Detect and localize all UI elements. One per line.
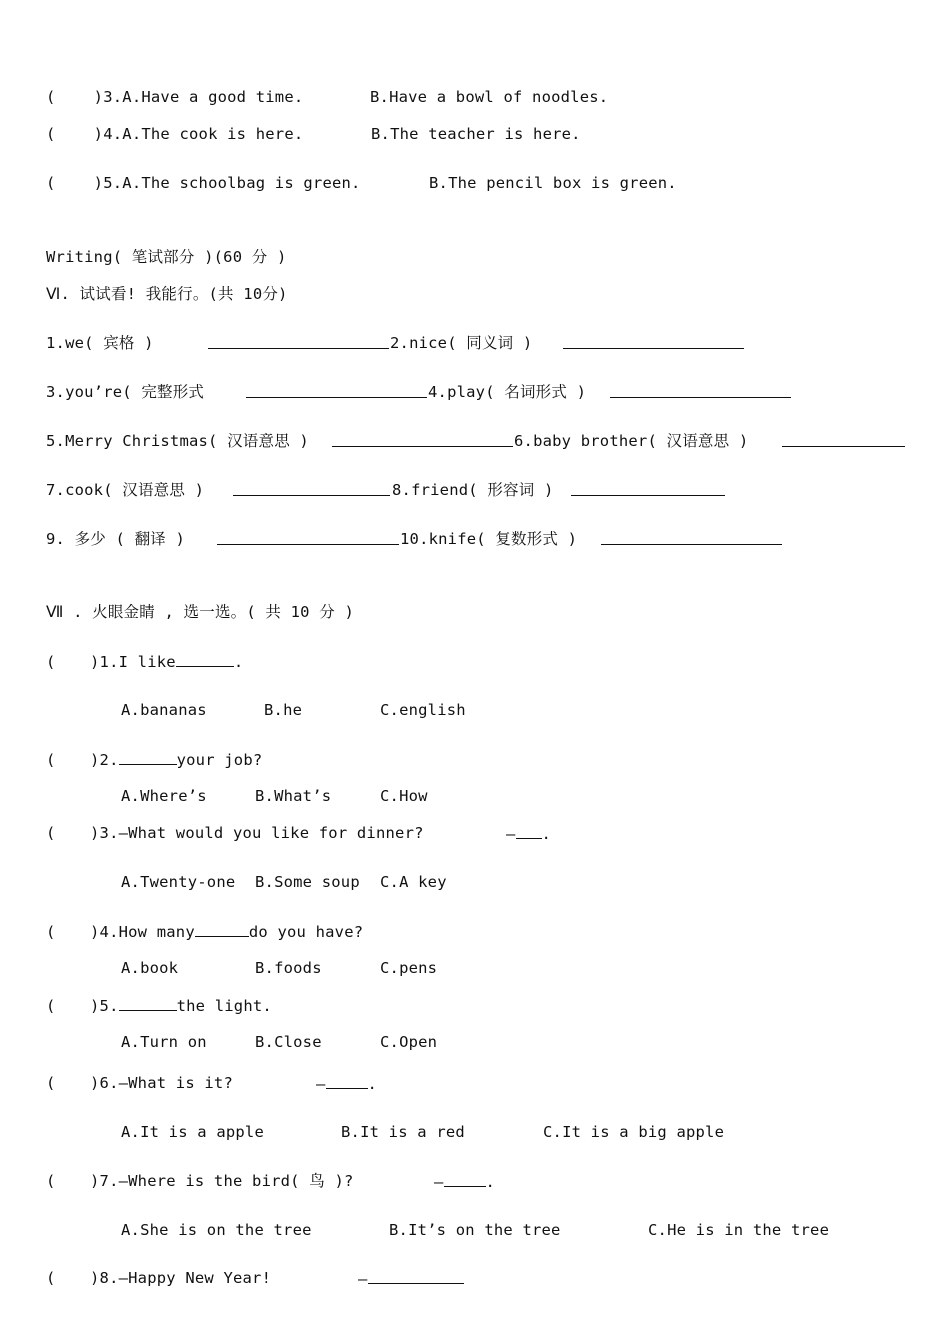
vocab-blank-9[interactable] [217,528,399,551]
answer-blank[interactable] [444,1170,486,1187]
mc-option-a: A.Turn on [121,1033,207,1051]
section6-title: Ⅵ. 试试看! 我能行。(共 10分) [46,285,288,303]
answer-blank[interactable] [176,650,234,667]
mc-reply-8: — [358,1267,464,1290]
vocab-blank-7[interactable] [233,479,390,502]
mc-option-c: C.A key [380,873,447,891]
answer-paren[interactable]: ( [46,88,94,106]
section7-title: Ⅶ . 火眼金睛 , 选一选。( 共 10 分 ) [46,603,354,621]
mc-reply-3: — . [506,822,551,845]
answer-blank[interactable] [368,1267,464,1284]
answer-paren[interactable]: ( [46,653,56,671]
option-a: A.The schoolbag is green. [122,174,361,192]
mc-option-a: A.It is a apple [121,1123,264,1141]
mc-option-a: A.Where’s [121,787,207,805]
vocab-blank-8[interactable] [571,479,725,502]
vocab-blank-5[interactable] [332,430,513,453]
writing-header: Writing( 笔试部分 )(60 分 ) [46,248,287,266]
vocab-blank-4[interactable] [610,381,791,404]
mc-question-4: ( )4.How many do you have? [46,920,363,943]
mc-option-a: A.book [121,959,179,977]
vocab-item-7: 7.cook( 汉语意思 ) [46,481,205,499]
answer-paren[interactable]: ( [46,824,56,842]
vocab-item-3: 3.you’re( 完整形式 [46,383,205,401]
answer-paren[interactable]: ( [46,1074,56,1092]
mc-reply-6: — . [316,1072,377,1095]
vocab-item-6: 6.baby brother( 汉语意思 ) [514,432,749,450]
mc-question-3: ( )3.—What would you like for dinner? [46,824,424,842]
mc-option-c: C.How [380,787,428,805]
mc-reply-7: — . [434,1170,495,1193]
listening-item-3-b: B.Have a bowl of noodles. [370,88,609,106]
vocab-item-4: 4.play( 名词形式 ) [428,383,587,401]
mc-option-a: A.Twenty-one [121,873,236,891]
answer-paren[interactable]: ( [46,997,56,1015]
answer-blank[interactable] [516,822,542,839]
vocab-item-1: 1.we( 宾格 ) [46,334,154,352]
mc-option-c: C.pens [380,959,438,977]
mc-option-b: B.he [264,701,303,719]
answer-blank[interactable] [119,748,177,765]
item-number: )3. [93,88,123,106]
option-a: A.The cook is here. [122,125,304,143]
mc-option-c: C.It is a big apple [543,1123,725,1141]
answer-paren[interactable]: ( [46,174,94,192]
vocab-blank-10[interactable] [601,528,782,551]
mc-option-a: A.bananas [121,701,207,719]
answer-blank[interactable] [326,1072,368,1089]
mc-question-8: ( )8.—Happy New Year! [46,1269,272,1287]
vocab-blank-2[interactable] [563,332,744,355]
mc-option-b: B.Some soup [255,873,360,891]
answer-blank[interactable] [195,920,249,937]
mc-option-b: B.It is a red [341,1123,465,1141]
answer-paren[interactable]: ( [46,1172,56,1190]
listening-item-4 [46,123,303,145]
answer-blank[interactable] [119,994,177,1011]
item-number: )5. [93,174,123,192]
vocab-item-9: 9. 多少 ( 翻译 ) [46,530,186,548]
mc-question-1: ( )1.I like . [46,650,243,673]
mc-option-c: C.english [380,701,466,719]
answer-paren[interactable]: ( [46,751,56,769]
mc-option-b: B.What’s [255,787,332,805]
answer-paren[interactable]: ( [46,125,94,143]
mc-question-7: ( )7.—Where is the bird( 鸟 )? [46,1172,354,1190]
listening-item-5 [46,172,361,194]
mc-question-2: ( )2. your job? [46,748,262,771]
listening-item-3 [46,86,303,108]
listening-item-4-b: B.The teacher is here. [371,125,581,143]
answer-paren[interactable]: ( [46,1269,56,1287]
vocab-item-10: 10.knife( 复数形式 ) [400,530,578,548]
mc-option-c: C.Open [380,1033,438,1051]
mc-question-5: ( )5. the light. [46,994,272,1017]
mc-option-b: B.foods [255,959,322,977]
mc-option-b: B.It’s on the tree [389,1221,561,1239]
vocab-item-5: 5.Merry Christmas( 汉语意思 ) [46,432,309,450]
mc-option-c: C.He is in the tree [648,1221,830,1239]
listening-item-5-b: B.The pencil box is green. [429,174,677,192]
vocab-blank-3[interactable] [246,381,427,404]
vocab-item-8: 8.friend( 形容词 ) [392,481,554,499]
answer-paren[interactable]: ( [46,923,56,941]
mc-question-6: ( )6.—What is it? [46,1074,233,1092]
vocab-blank-1[interactable] [208,332,389,355]
mc-option-b: B.Close [255,1033,322,1051]
mc-option-a: A.She is on the tree [121,1221,312,1239]
item-number: )4. [93,125,123,143]
option-a: A.Have a good time. [122,88,304,106]
vocab-item-2: 2.nice( 同义词 ) [390,334,533,352]
vocab-blank-6[interactable] [782,430,905,453]
